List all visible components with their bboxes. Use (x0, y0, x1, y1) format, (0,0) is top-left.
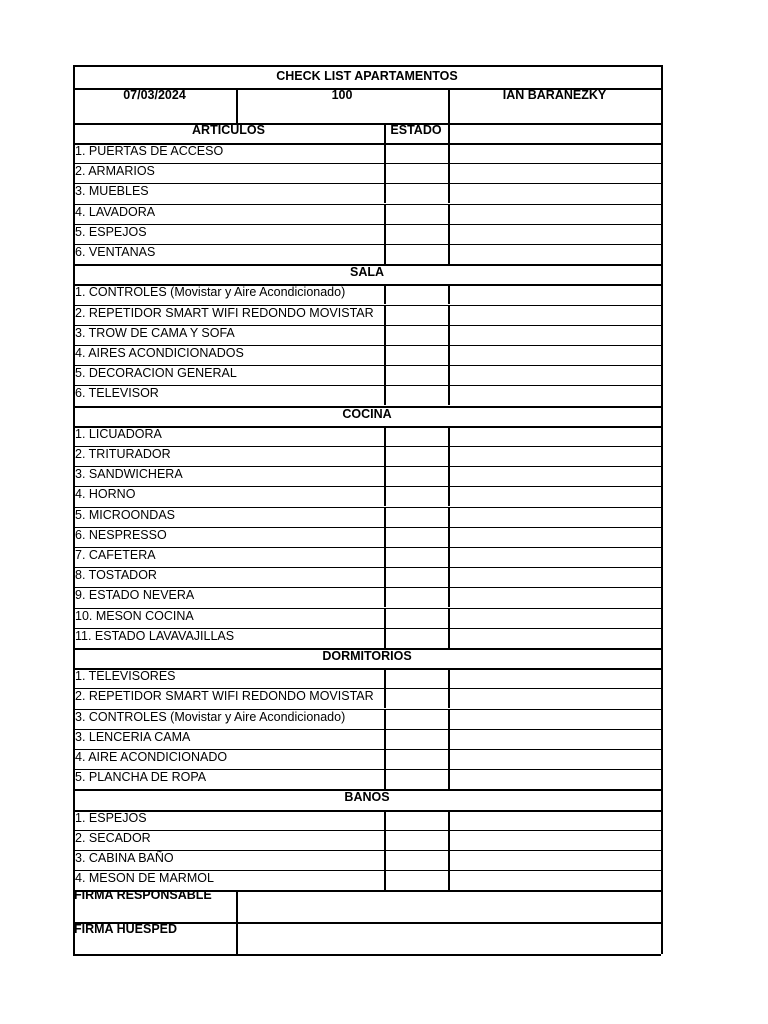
notes-cell[interactable] (450, 183, 661, 203)
estado-cell[interactable] (386, 284, 448, 304)
notes-cell[interactable] (450, 749, 661, 769)
estado-cell[interactable] (386, 527, 448, 547)
grid-line (448, 88, 450, 123)
notes-cell[interactable] (450, 587, 661, 607)
notes-cell[interactable] (450, 709, 661, 729)
column-header-articulos: ARTICULOS (192, 123, 265, 137)
grid-line (73, 922, 661, 924)
signature-field-huesped[interactable] (238, 922, 659, 953)
checklist-item-label: 3. CONTROLES (Movistar y Aire Acondicionado) (75, 710, 346, 724)
checklist-item-label: 1. TELEVISORES (75, 669, 176, 683)
header-guest-name: IAN BARANEZKY (502, 88, 607, 102)
notes-cell[interactable] (450, 224, 661, 244)
notes-cell[interactable] (450, 385, 661, 405)
signature-label-responsable: FIRMA RESPONSABLE (74, 888, 212, 902)
page-title: CHECK LIST APARTAMENTOS (276, 69, 458, 83)
checklist-item-label: 5. PLANCHA DE ROPA (75, 770, 207, 784)
estado-cell[interactable] (386, 729, 448, 749)
estado-cell[interactable] (386, 810, 448, 830)
estado-cell[interactable] (386, 325, 448, 345)
checklist-item-label: 6. VENTANAS (75, 245, 156, 259)
grid-line (384, 123, 386, 143)
checklist-item-label: 2. ARMARIOS (75, 164, 155, 178)
estado-cell[interactable] (386, 365, 448, 385)
checklist-item-label: 3. MUEBLES (75, 184, 149, 198)
checklist-item-label: 8. TOSTADOR (75, 568, 157, 582)
checklist-item-label: 5. ESPEJOS (75, 225, 147, 239)
estado-cell[interactable] (386, 163, 448, 183)
estado-cell[interactable] (386, 486, 448, 506)
notes-cell[interactable] (450, 446, 661, 466)
estado-cell[interactable] (386, 244, 448, 264)
estado-cell[interactable] (386, 830, 448, 850)
notes-cell[interactable] (450, 163, 661, 183)
checklist-item-label: 2. TRITURADOR (75, 447, 171, 461)
notes-cell[interactable] (450, 426, 661, 446)
estado-cell[interactable] (386, 769, 448, 789)
grid-line (236, 88, 238, 123)
checklist-item-label: 4. HORNO (75, 487, 136, 501)
estado-cell[interactable] (386, 567, 448, 587)
estado-cell[interactable] (386, 507, 448, 527)
checklist-item-label: 1. PUERTAS DE ACCESO (75, 144, 224, 158)
notes-cell[interactable] (450, 729, 661, 749)
notes-cell[interactable] (450, 143, 661, 163)
notes-cell[interactable] (450, 608, 661, 628)
header-date: 07/03/2024 (123, 88, 186, 102)
notes-cell[interactable] (450, 345, 661, 365)
estado-cell[interactable] (386, 749, 448, 769)
checklist-item-label: 2. SECADOR (75, 831, 151, 845)
header-apartment-number: 100 (331, 88, 353, 102)
estado-cell[interactable] (386, 345, 448, 365)
notes-cell[interactable] (450, 850, 661, 870)
section-title: BAÑOS (344, 790, 390, 804)
checklist-item-label: 9. ESTADO NEVERA (75, 588, 195, 602)
grid-line (73, 65, 661, 67)
grid-line (73, 65, 75, 954)
estado-cell[interactable] (386, 668, 448, 688)
notes-cell[interactable] (450, 769, 661, 789)
estado-cell[interactable] (386, 608, 448, 628)
grid-line (448, 123, 450, 143)
checklist-item-label: 6. TELEVISOR (75, 386, 159, 400)
checklist-item-label: 11. ESTADO LAVAVAJILLAS (75, 629, 235, 643)
estado-cell[interactable] (386, 850, 448, 870)
checklist-item-label: 1. CONTROLES (Movistar y Aire Acondicionado) (75, 285, 346, 299)
checklist-item-label: 4. AIRE ACONDICIONADO (75, 750, 228, 764)
signature-label-huesped: FIRMA HUESPED (74, 922, 178, 936)
estado-cell[interactable] (386, 466, 448, 486)
notes-cell[interactable] (450, 668, 661, 688)
notes-cell[interactable] (450, 486, 661, 506)
estado-cell[interactable] (386, 587, 448, 607)
grid-line (236, 890, 238, 954)
grid-line (73, 88, 661, 90)
notes-cell[interactable] (450, 365, 661, 385)
notes-cell[interactable] (450, 628, 661, 648)
checklist-item-label: 7. CAFETERA (75, 548, 156, 562)
notes-cell[interactable] (450, 870, 661, 890)
checklist-item-label: 1. LICUADORA (75, 427, 162, 441)
notes-cell[interactable] (450, 325, 661, 345)
checklist-item-label: 3. SANDWICHERA (75, 467, 183, 481)
estado-cell[interactable] (386, 709, 448, 729)
checklist-item-label: 6. NESPRESSO (75, 528, 167, 542)
estado-cell[interactable] (386, 547, 448, 567)
estado-cell[interactable] (386, 143, 448, 163)
checklist-item-label: 3. LENCERIA CAMA (75, 730, 191, 744)
estado-cell[interactable] (386, 385, 448, 405)
section-title: DORMITORIOS (322, 649, 412, 663)
notes-cell[interactable] (450, 284, 661, 304)
estado-cell[interactable] (386, 870, 448, 890)
checklist-item-label: 2. REPETIDOR SMART WIFI REDONDO MOVISTAR (75, 306, 374, 320)
column-header-estado: ESTADO (390, 123, 442, 137)
estado-cell[interactable] (386, 688, 448, 708)
checklist-item-label: 5. DECORACION GENERAL (75, 366, 237, 380)
estado-cell[interactable] (386, 628, 448, 648)
section-title: COCINA (342, 407, 392, 421)
notes-cell[interactable] (450, 466, 661, 486)
checklist-item-label: 3. CABINA BAÑO (75, 851, 174, 865)
estado-cell[interactable] (386, 183, 448, 203)
checklist-item-label: 1. ESPEJOS (75, 811, 147, 825)
notes-cell[interactable] (450, 527, 661, 547)
notes-cell[interactable] (450, 810, 661, 830)
grid-line (661, 65, 663, 954)
checklist-item-label: 4. MESON DE MARMOL (75, 871, 214, 885)
grid-line (73, 890, 661, 892)
checklist-item-label: 5. MICROONDAS (75, 508, 176, 522)
notes-cell[interactable] (450, 204, 661, 224)
notes-cell[interactable] (450, 244, 661, 264)
notes-cell[interactable] (450, 567, 661, 587)
checklist-item-label: 4. AIRES ACONDICIONADOS (75, 346, 244, 360)
notes-cell[interactable] (450, 305, 661, 325)
checklist-item-label: 10. MESON COCINA (75, 609, 194, 623)
estado-cell[interactable] (386, 446, 448, 466)
estado-cell[interactable] (386, 305, 448, 325)
notes-cell[interactable] (450, 547, 661, 567)
grid-line (73, 123, 661, 125)
estado-cell[interactable] (386, 426, 448, 446)
grid-line (73, 954, 661, 956)
section-title: SALA (349, 265, 385, 279)
signature-field-responsable[interactable] (238, 890, 659, 921)
estado-cell[interactable] (386, 224, 448, 244)
checklist-item-label: 4. LAVADORA (75, 205, 156, 219)
checklist-item-label: 3. TROW DE CAMA Y SOFA (75, 326, 235, 340)
notes-cell[interactable] (450, 507, 661, 527)
notes-cell[interactable] (450, 830, 661, 850)
estado-cell[interactable] (386, 204, 448, 224)
checklist-item-label: 2. REPETIDOR SMART WIFI REDONDO MOVISTAR (75, 689, 374, 703)
notes-cell[interactable] (450, 688, 661, 708)
